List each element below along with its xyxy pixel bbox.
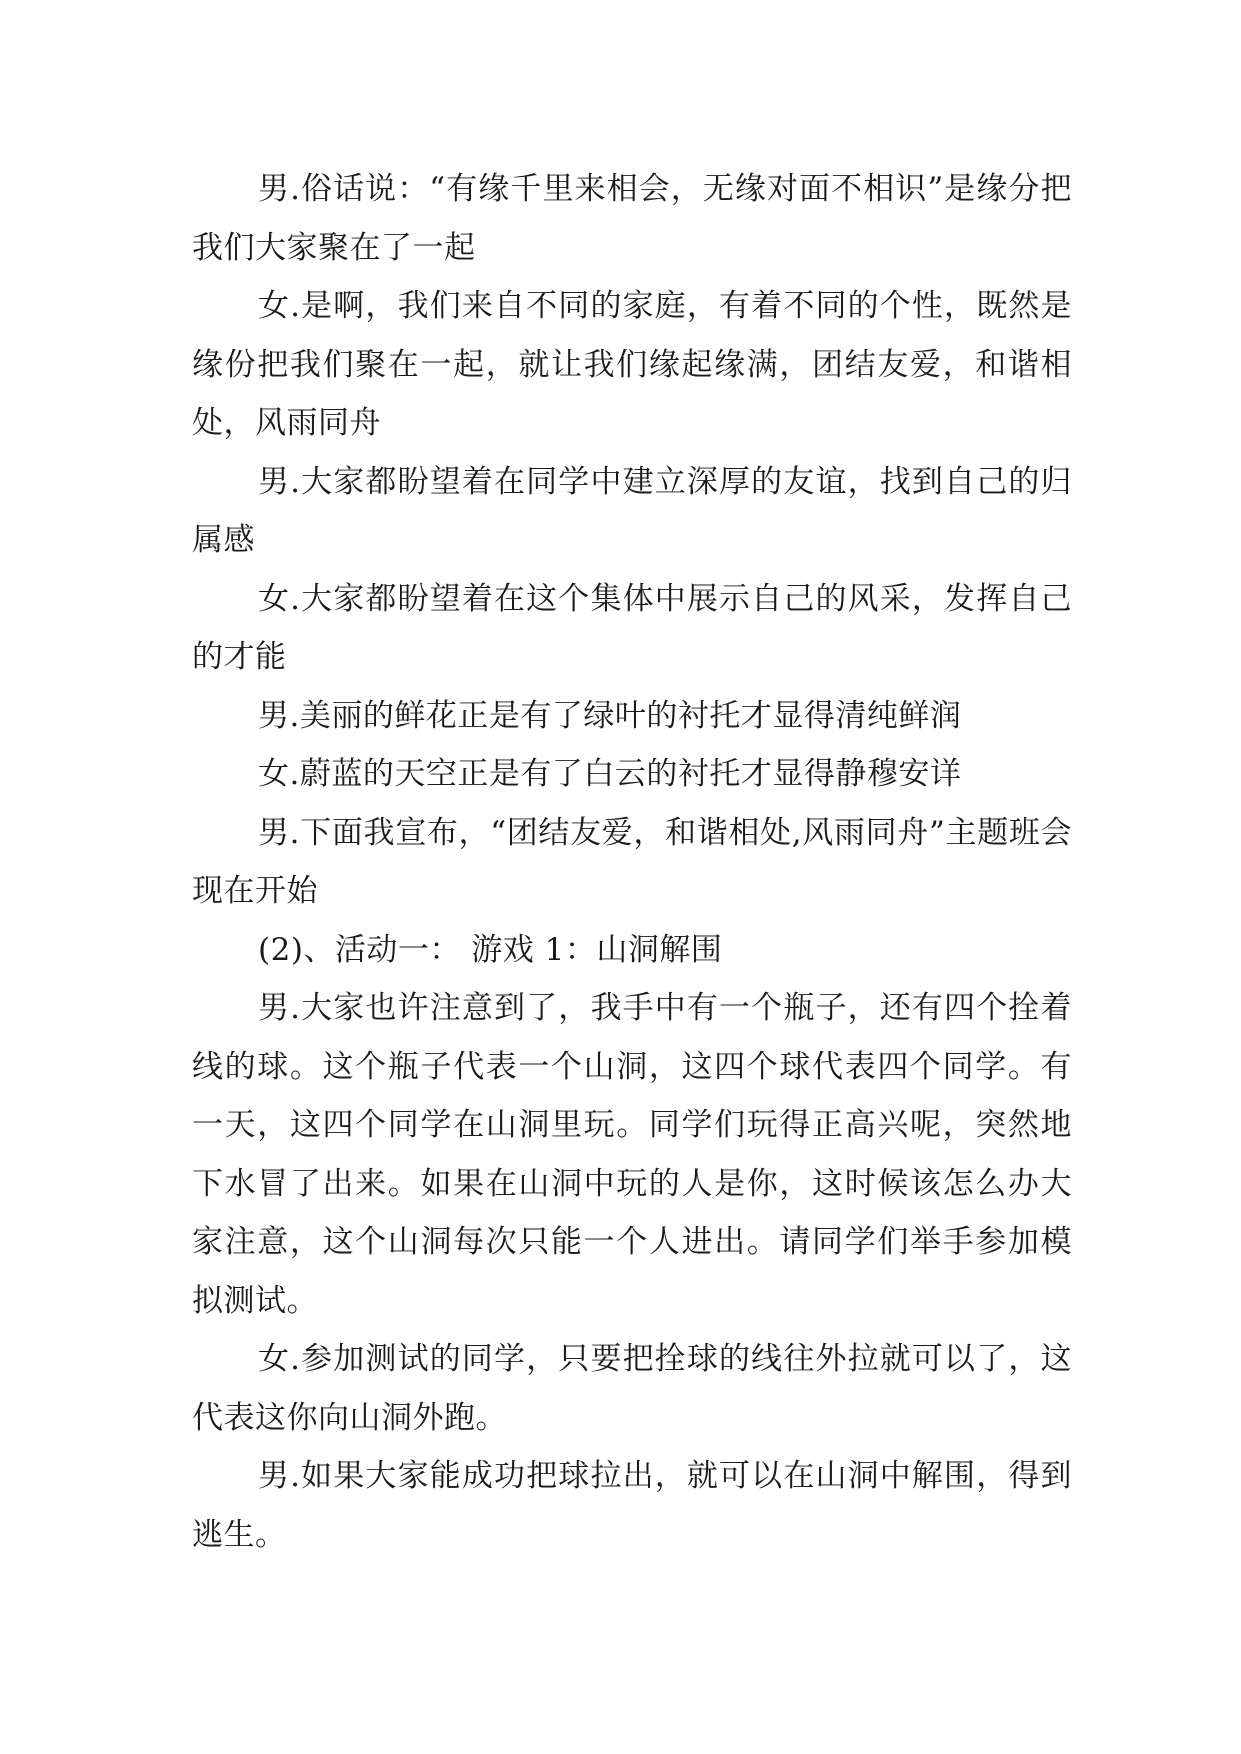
paragraph-male-intro: 男.俗话说：“有缘千里来相会，无缘对面不相识”是缘分把我们大家聚在了一起 bbox=[192, 171, 1072, 266]
section-heading-activity-one: (2)、活动一： 游戏 1：山洞解围 bbox=[258, 931, 723, 968]
paragraph-male-flowers: 男.美丽的鲜花正是有了绿叶的衬托才显得清纯鲜润 bbox=[258, 697, 962, 734]
paragraph-male-announce: 男.下面我宣布，“团结友爱，和谐相处,风雨同舟”主题班会现在开始 bbox=[192, 814, 1072, 909]
paragraph-male-escape: 男.如果大家能成功把球拉出，就可以在山洞中解围，得到逃生。 bbox=[192, 1458, 1072, 1553]
paragraph-female-talent: 女.大家都盼望着在这个集体中展示自己的风采，发挥自己的才能 bbox=[192, 580, 1072, 675]
paragraph-female-test: 女.参加测试的同学，只要把拴球的线往外拉就可以了，这代表这你向山洞外跑。 bbox=[192, 1341, 1072, 1436]
paragraph-male-friendship: 男.大家都盼望着在同学中建立深厚的友谊，找到自己的归属感 bbox=[192, 463, 1072, 558]
paragraph-male-game-rules: 男.大家也许注意到了，我手中有一个瓶子，还有四个拴着线的球。这个瓶子代表一个山洞，这四个球代表四个同学。有一天，这四个同学在山洞里玩。同学们玩得正高兴呢，突然地下水冒了出来。如果在山洞中玩的人是你，这时候该怎么办大家注意，这个山洞每次只能一个人进出。请同学们举手参加模拟测试。 bbox=[192, 990, 1072, 1319]
paragraph-female-reply: 女.是啊，我们来自不同的家庭，有着不同的个性，既然是缘份把我们聚在一起，就让我们缘起缘满，团结友爱，和谐相处，风雨同舟 bbox=[192, 288, 1072, 441]
paragraph-female-sky: 女.蔚蓝的天空正是有了白云的衬托才显得静穆安详 bbox=[258, 756, 962, 792]
document-body bbox=[192, 160, 1072, 1564]
